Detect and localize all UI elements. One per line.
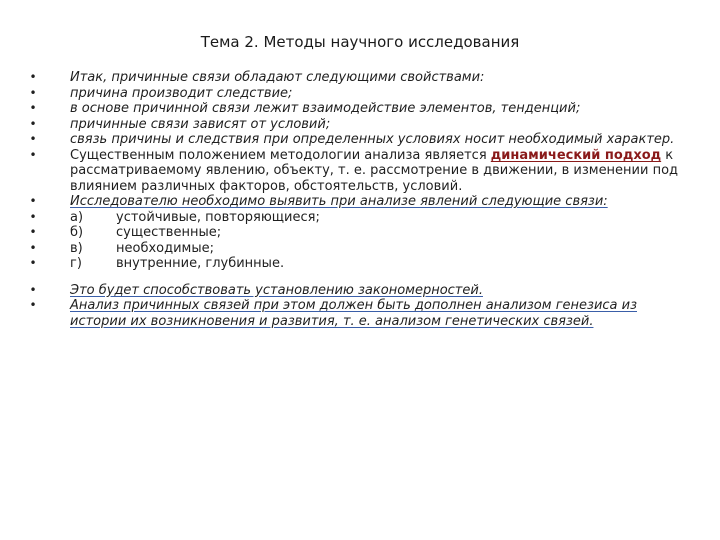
bullet-list [26,70,686,329]
item-text: причина производит следствие; [70,85,293,101]
item-text: Итак, причинные связи обладают следующими свойствами: [70,70,485,85]
bullet-icon: • [29,298,37,312]
item-letter: б) [70,225,84,240]
list-item [26,132,686,148]
list-item [26,70,686,86]
item-text: Анализ причинных связей при этом должен быть дополнен анализом генезиса из истории их возникновения и развития, т. е. анализом генетических связей. [70,298,637,329]
list-item [26,101,686,117]
bullet-icon: • [29,70,37,84]
bullet-icon: • [29,116,37,131]
list-item [26,210,686,226]
bullet-icon: • [29,240,37,255]
bullet-icon: • [29,101,37,115]
bullet-icon: • [29,256,37,270]
item-text: Это будет способствовать установлению закономерностей. [70,282,483,298]
item-text: в основе причинной связи лежит взаимодействие элементов, тенденций; [70,101,581,116]
bullet-icon: • [29,194,37,208]
bullet-icon: • [29,225,37,239]
bullet-icon: • [29,147,37,162]
bullet-icon: • [29,85,37,100]
bullet-icon: • [29,282,37,297]
list-item [26,225,686,241]
list-item [26,194,686,210]
spacer [26,272,686,283]
highlighted-term: динамический подход [490,147,662,163]
list-item [26,148,686,195]
slide-title: Тема 2. Методы научного исследования [200,33,520,51]
item-text: необходимые; [116,240,215,256]
item-text: к рассматриваемому явлению, объекту, т. е. рассмотрение в движении, в изменении под влиянием различных факторов, обстоятельств, условий. [70,147,679,194]
list-item [26,86,686,102]
item-text: Существенным положением методологии анализа является [70,147,491,163]
list-item [26,241,686,257]
item-text: устойчивые, повторяющиеся; [116,209,320,225]
item-letter: в) [70,240,83,256]
item-text: связь причины и следствия при определенных условиях носит необходимый характер. [70,132,675,147]
list-item [26,117,686,133]
bullet-icon: • [29,132,37,146]
list-item [26,283,686,299]
item-text: внутренние, глубинные. [116,256,285,271]
list-item [26,256,686,272]
bullet-icon: • [29,209,37,224]
item-text: существенные; [116,225,222,240]
item-text: Исследователю необходимо выявить при анализе явлений следующие связи: [70,194,608,209]
item-letter: г) [70,256,82,271]
list-item [26,298,686,329]
item-text: причинные связи зависят от условий; [70,116,331,132]
item-letter: а) [70,209,84,225]
